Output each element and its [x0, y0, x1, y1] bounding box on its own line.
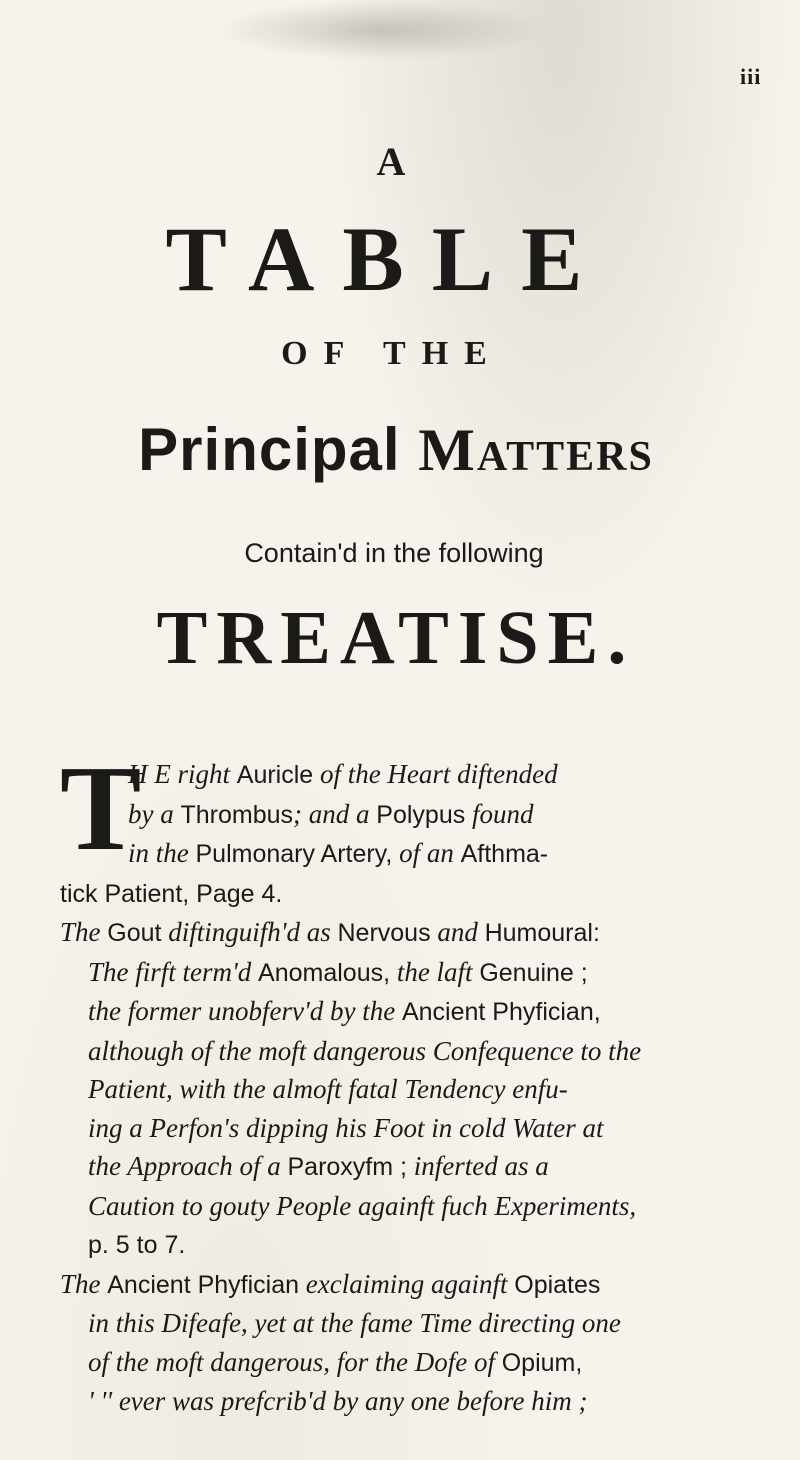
entry-text: the laft: [396, 956, 473, 987]
entry-line: [60, 1032, 750, 1071]
entry-text: Afthma-: [460, 840, 549, 868]
entry-text: by a: [128, 798, 174, 829]
entry-text: Caution to gouty People againft fuch Experiments,: [88, 1190, 637, 1221]
entry-text: of the Heart diftended: [319, 759, 558, 789]
entry-text: diftinguifh'd as: [168, 917, 331, 947]
entry-text: Ancient Phyfician: [107, 1270, 300, 1299]
entry-text: The firft term'd: [88, 956, 252, 987]
drop-cap: T: [60, 741, 142, 876]
entry-text: the Approach of a: [88, 1151, 281, 1181]
title-article: A: [376, 139, 406, 184]
entry-text: and: [437, 917, 478, 947]
entry-text: Anomalous,: [258, 958, 391, 987]
entry-line: [60, 992, 750, 1032]
entry-text: The: [60, 917, 101, 947]
entry-text: Paroxyfm ;: [287, 1153, 407, 1181]
entry-text: although of the moft dangerous Confequence to the: [88, 1035, 642, 1066]
entry-line: [60, 1304, 750, 1343]
entry-text: The: [60, 1268, 101, 1299]
entry-text: Patient, with the almoft fatal Tendency enfu-: [88, 1074, 568, 1104]
entry-text: tick Patient, Page 4.: [60, 879, 283, 908]
entry-text: Polypus: [376, 800, 466, 829]
entry-text: H E right: [128, 759, 231, 789]
entry-line: [60, 1109, 750, 1148]
entry-text: ing a Perfon's dipping his Foot in cold Water at: [88, 1112, 604, 1143]
entry-text: Ancient Phyfician,: [401, 998, 601, 1026]
entry-line: [60, 1147, 750, 1187]
page-number: iii: [740, 64, 762, 89]
entry-text: Auricle: [236, 761, 314, 789]
title-treatise: TREATISE.: [156, 596, 636, 680]
entry-text: in this Difeafe, yet at the fame Time directing one: [88, 1308, 621, 1338]
table-entries: [60, 755, 750, 1421]
title-principal-matters: [0, 415, 796, 485]
entry-text: in the: [128, 838, 189, 868]
entry-text: of the moft dangerous, for the Dofe of: [88, 1346, 495, 1377]
title-contained: Contain'd in the following: [244, 538, 544, 568]
title-table: TABLE: [165, 208, 611, 310]
entry-text: ; and a: [293, 798, 370, 829]
entry-line: [60, 1187, 750, 1226]
entry-text: exclaiming againft: [305, 1268, 508, 1299]
entry-text: inferted as a: [413, 1151, 549, 1181]
entry-text: of an: [399, 838, 454, 868]
entry-line: [60, 1070, 750, 1109]
entry-text: Thrombus: [180, 800, 294, 829]
entry-line: [60, 1382, 750, 1421]
entry-text: the former unobferv'd by the: [88, 996, 396, 1026]
entry-line: [60, 913, 750, 953]
entry-line: [60, 755, 750, 795]
ink-smudge: [215, 0, 545, 60]
entry-text: Gout: [107, 919, 162, 947]
entry-text: Opiates: [514, 1270, 601, 1299]
entry-text: Pulmonary Artery,: [195, 840, 393, 868]
title-of-the: OF THE: [281, 335, 503, 372]
entry-line: [60, 795, 750, 835]
entry-text: Humoural:: [484, 919, 600, 947]
entry-line: [60, 1343, 750, 1383]
entry-line: [60, 834, 750, 874]
entry-text: p. 5 to 7.: [88, 1231, 186, 1259]
entry-line: [60, 953, 750, 993]
entry-text: Genuine ;: [479, 958, 588, 987]
entry-line: [60, 1225, 750, 1265]
title-matters-word: Matters: [418, 417, 654, 483]
entry-line: [60, 1265, 750, 1305]
title-principal-word: Principal: [138, 416, 401, 483]
entry-text: found: [471, 798, 534, 829]
entry-line: [60, 874, 750, 914]
entry-text: Opium,: [501, 1348, 583, 1377]
entry-text: Nervous: [337, 919, 431, 947]
entry-text: ' '' ever was prefcrib'd by any one before him ;: [88, 1386, 588, 1416]
